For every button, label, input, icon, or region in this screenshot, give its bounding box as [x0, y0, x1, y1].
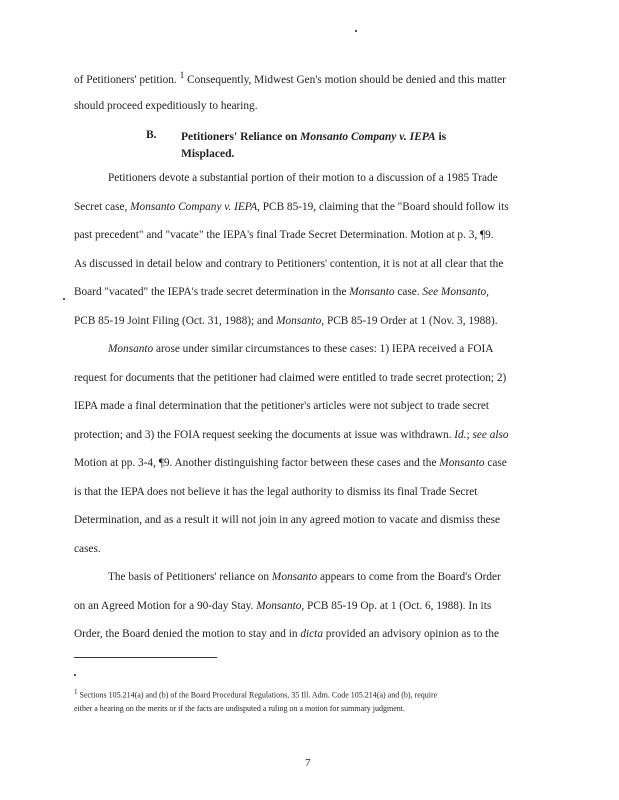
text-run: Monsanto	[276, 314, 322, 327]
text-run: Monsanto	[271, 571, 318, 583]
text-run: past precedent" and "vacate" the IEPA's final Trade Secret Determination. Motion at p. 3, ¶9.	[74, 229, 494, 241]
text-run: , PCB 85-19 Order at 1 (Nov. 3, 1988).	[321, 314, 498, 327]
section-letter: B.	[146, 129, 157, 141]
text-line	[74, 486, 477, 498]
text-run: of Petitioners' petition.	[74, 73, 180, 86]
text-run: Petitioners' Reliance on	[181, 131, 301, 143]
text-line	[74, 229, 494, 241]
text-line	[74, 600, 491, 612]
text-run: , PCB 85-19, claiming that the "Board should follow its	[257, 200, 509, 213]
text-run: Monsanto Company v. IEPA	[300, 131, 436, 143]
text-run: dicta	[300, 628, 323, 640]
text-run: Motion at pp. 3-4, ¶9. Another distinguishing factor between these cases and the	[74, 457, 440, 469]
footnote-marker: 1	[74, 688, 78, 696]
text-line	[74, 372, 506, 384]
text-run: Monsanto	[349, 286, 395, 298]
text-run: Order, the Board denied the motion to stay and in	[74, 628, 301, 640]
text-run: Petitioners devote a substantial portion of their motion to a discussion of a 1985 Trade	[108, 172, 498, 184]
text-run: , PCB 85-19 Op. at 1 (Oct. 6, 1988). In its	[301, 599, 492, 612]
text-run: Monsanto	[439, 457, 485, 469]
section-heading-line: Misplaced.	[181, 148, 235, 160]
text-run: Monsanto Company v. IEPA	[130, 200, 258, 213]
text-line	[74, 457, 507, 469]
text-line	[108, 172, 498, 184]
text-line	[74, 400, 489, 412]
text-run: cases.	[74, 542, 101, 555]
page-number: 7	[305, 757, 311, 769]
text-run: Consequently, Midwest Gen's motion should be denied and this matter	[184, 73, 506, 86]
footnote-reference: 1	[179, 71, 185, 81]
text-line	[74, 258, 503, 270]
text-line	[74, 71, 506, 86]
text-run: Determination, and as a result it will not join in any agreed motion to vacate and dismiss these	[74, 514, 501, 526]
text-run: case	[484, 457, 507, 469]
text-line	[74, 286, 489, 298]
text-run: As discussed in detail below and contrary to Petitioners' contention, it is not at all clear that the	[74, 257, 504, 270]
text-run: arose under similar circumstances to these cases: 1) IEPA received a FOIA	[153, 343, 494, 355]
text-run: IEPA made a final determination that the petitioner's articles were not subject to trade secret	[74, 400, 490, 412]
text-run: The basis of Petitioners' reliance on	[108, 571, 272, 583]
footnote-line	[74, 686, 544, 702]
text-line	[74, 628, 499, 640]
text-line	[74, 429, 509, 441]
text-run: Monsanto	[108, 343, 154, 355]
scan-speck	[355, 30, 357, 32]
scan-speck	[74, 674, 76, 676]
text-run: provided an advisory opinion as to the	[322, 628, 499, 640]
text-line	[74, 514, 500, 526]
text-run: ;	[466, 428, 473, 441]
text-run: is	[435, 131, 447, 143]
text-line	[108, 343, 493, 355]
text-run: protection; and 3) the FOIA request seeking the documents at issue was withdrawn.	[74, 428, 455, 441]
text-run: appears to come from the Board's Order	[317, 571, 501, 583]
text-line	[74, 543, 101, 555]
text-run: PCB 85-19 Joint Filing (Oct. 31, 1988); and	[74, 314, 277, 327]
text-line	[108, 571, 501, 583]
text-run: on an Agreed Motion for a 90-day Stay.	[74, 599, 257, 612]
section-heading-line	[181, 129, 446, 146]
footnote-divider	[74, 657, 217, 658]
text-line	[74, 100, 258, 112]
scan-speck	[63, 298, 65, 300]
text-run: Board "vacated" the IEPA's trade secret determination in the	[74, 286, 350, 298]
text-run: request for documents that the petitioner had claimed were entitled to trade secret protection; 2)	[74, 371, 507, 384]
footnote-text: Sections 105.214(a) and (b) of the Board Procedural Regulations, 35 Ill. Adm. Code 105.214(a) and (b), require	[77, 690, 438, 700]
text-line	[74, 201, 509, 213]
text-run: should proceed expeditiously to hearing.	[74, 99, 258, 112]
text-run: Monsanto	[256, 599, 302, 612]
section-heading	[181, 129, 446, 163]
text-run: is that the IEPA does not believe it has the legal authority to dismiss its final Trade Secret	[74, 485, 478, 498]
text-line	[74, 315, 498, 327]
footnote	[74, 686, 544, 715]
footnote-line: either a hearing on the merits or if the facts are undisputed a ruling on a motion for summary judgment.	[74, 703, 406, 713]
text-run: See Monsanto,	[422, 286, 489, 298]
text-run: case.	[394, 286, 423, 298]
text-run: see also	[472, 428, 509, 441]
text-run: Secret case,	[74, 200, 131, 213]
text-run: Id.	[454, 428, 467, 441]
